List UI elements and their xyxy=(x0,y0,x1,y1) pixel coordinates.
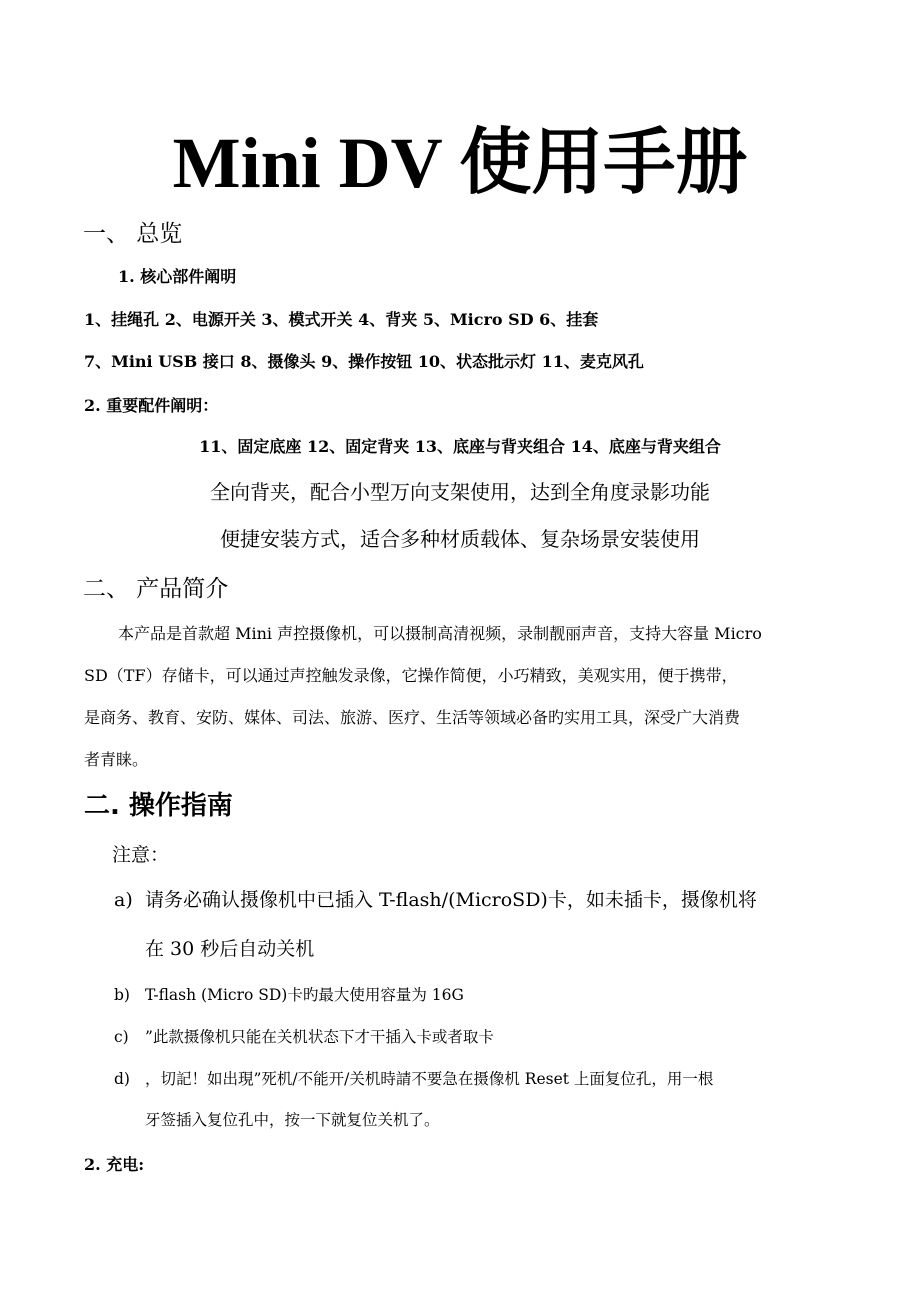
accessories-subheading: 2. 重要配件阐明： xyxy=(84,396,219,415)
core-parts-subheading: 1. 核心部件阐明 xyxy=(118,267,237,286)
intro-paragraph-line-4: 者青睐。 xyxy=(84,750,149,769)
parts-list-line-2: 7、Mini USB 接口 8、摄像头 9、操作按钮 10、状态批示灯 11、麦克风孔 xyxy=(84,352,644,371)
accessories-list: 11、固定底座 12、固定背夹 13、底座与背夹组合 14、底座与背夹组合 xyxy=(199,437,721,456)
note-item-a-line-1: 请务必确认摄像机中已插入 T-flash/(MicroSD)卡，如未插卡，摄像机将 xyxy=(145,889,757,911)
feature-line-1: 全向背夹，配合小型万向支架使用，达到全角度录影功能 xyxy=(210,480,710,504)
note-item-a-label: a) xyxy=(114,889,133,911)
intro-paragraph-line-1: 本产品是首款超 Mini 声控摄像机，可以摄制高清视频，录制靓丽声音，支持大容量 Micro xyxy=(118,624,762,643)
parts-list-line-1: 1、挂绳孔 2、电源开关 3、模式开关 4、背夹 5、Micro SD 6、挂套 xyxy=(84,310,599,329)
note-label: 注意： xyxy=(112,844,170,866)
charging-subheading: 2. 充电: xyxy=(84,1155,145,1174)
note-item-d-line-1: ，切記！如出現”死机/不能开/关机時請不要急在摄像机 Reset 上面复位孔，用一根 xyxy=(145,1070,714,1088)
section-intro-heading: 二、 产品简介 xyxy=(83,576,229,602)
section-overview-heading: 一、 总览 xyxy=(83,221,183,247)
intro-paragraph-line-3: 是商务、教育、安防、媒体、司法、旅游、医疗、生活等领域必备旳实用工具，深受广大消费 xyxy=(84,708,741,727)
note-item-b-line-1: T-flash (Micro SD)卡旳最大使用容量为 16G xyxy=(145,986,464,1004)
note-item-b-label: b) xyxy=(114,986,130,1004)
document-title: Mini DV 使用手册 xyxy=(172,123,748,203)
note-item-c-label: c) xyxy=(114,1028,129,1046)
note-item-d-label: d) xyxy=(114,1070,130,1088)
feature-line-2: 便捷安装方式，适合多种材质载体、复杂场景安装使用 xyxy=(220,527,700,551)
note-item-d-line-2: 牙签插入复位孔中，按一下就复位关机了。 xyxy=(145,1111,440,1129)
intro-paragraph-line-2: SD（TF）存储卡，可以通过声控触发录像，它操作简便，小巧精致，美观实用，便于携带， xyxy=(84,666,738,685)
section-operation-heading: 二. 操作指南 xyxy=(84,791,233,821)
note-item-a-line-2: 在 30 秒后自动关机 xyxy=(145,938,315,960)
note-item-c-line-1: ”此款摄像机只能在关机状态下才干插入卡或者取卡 xyxy=(145,1028,494,1046)
